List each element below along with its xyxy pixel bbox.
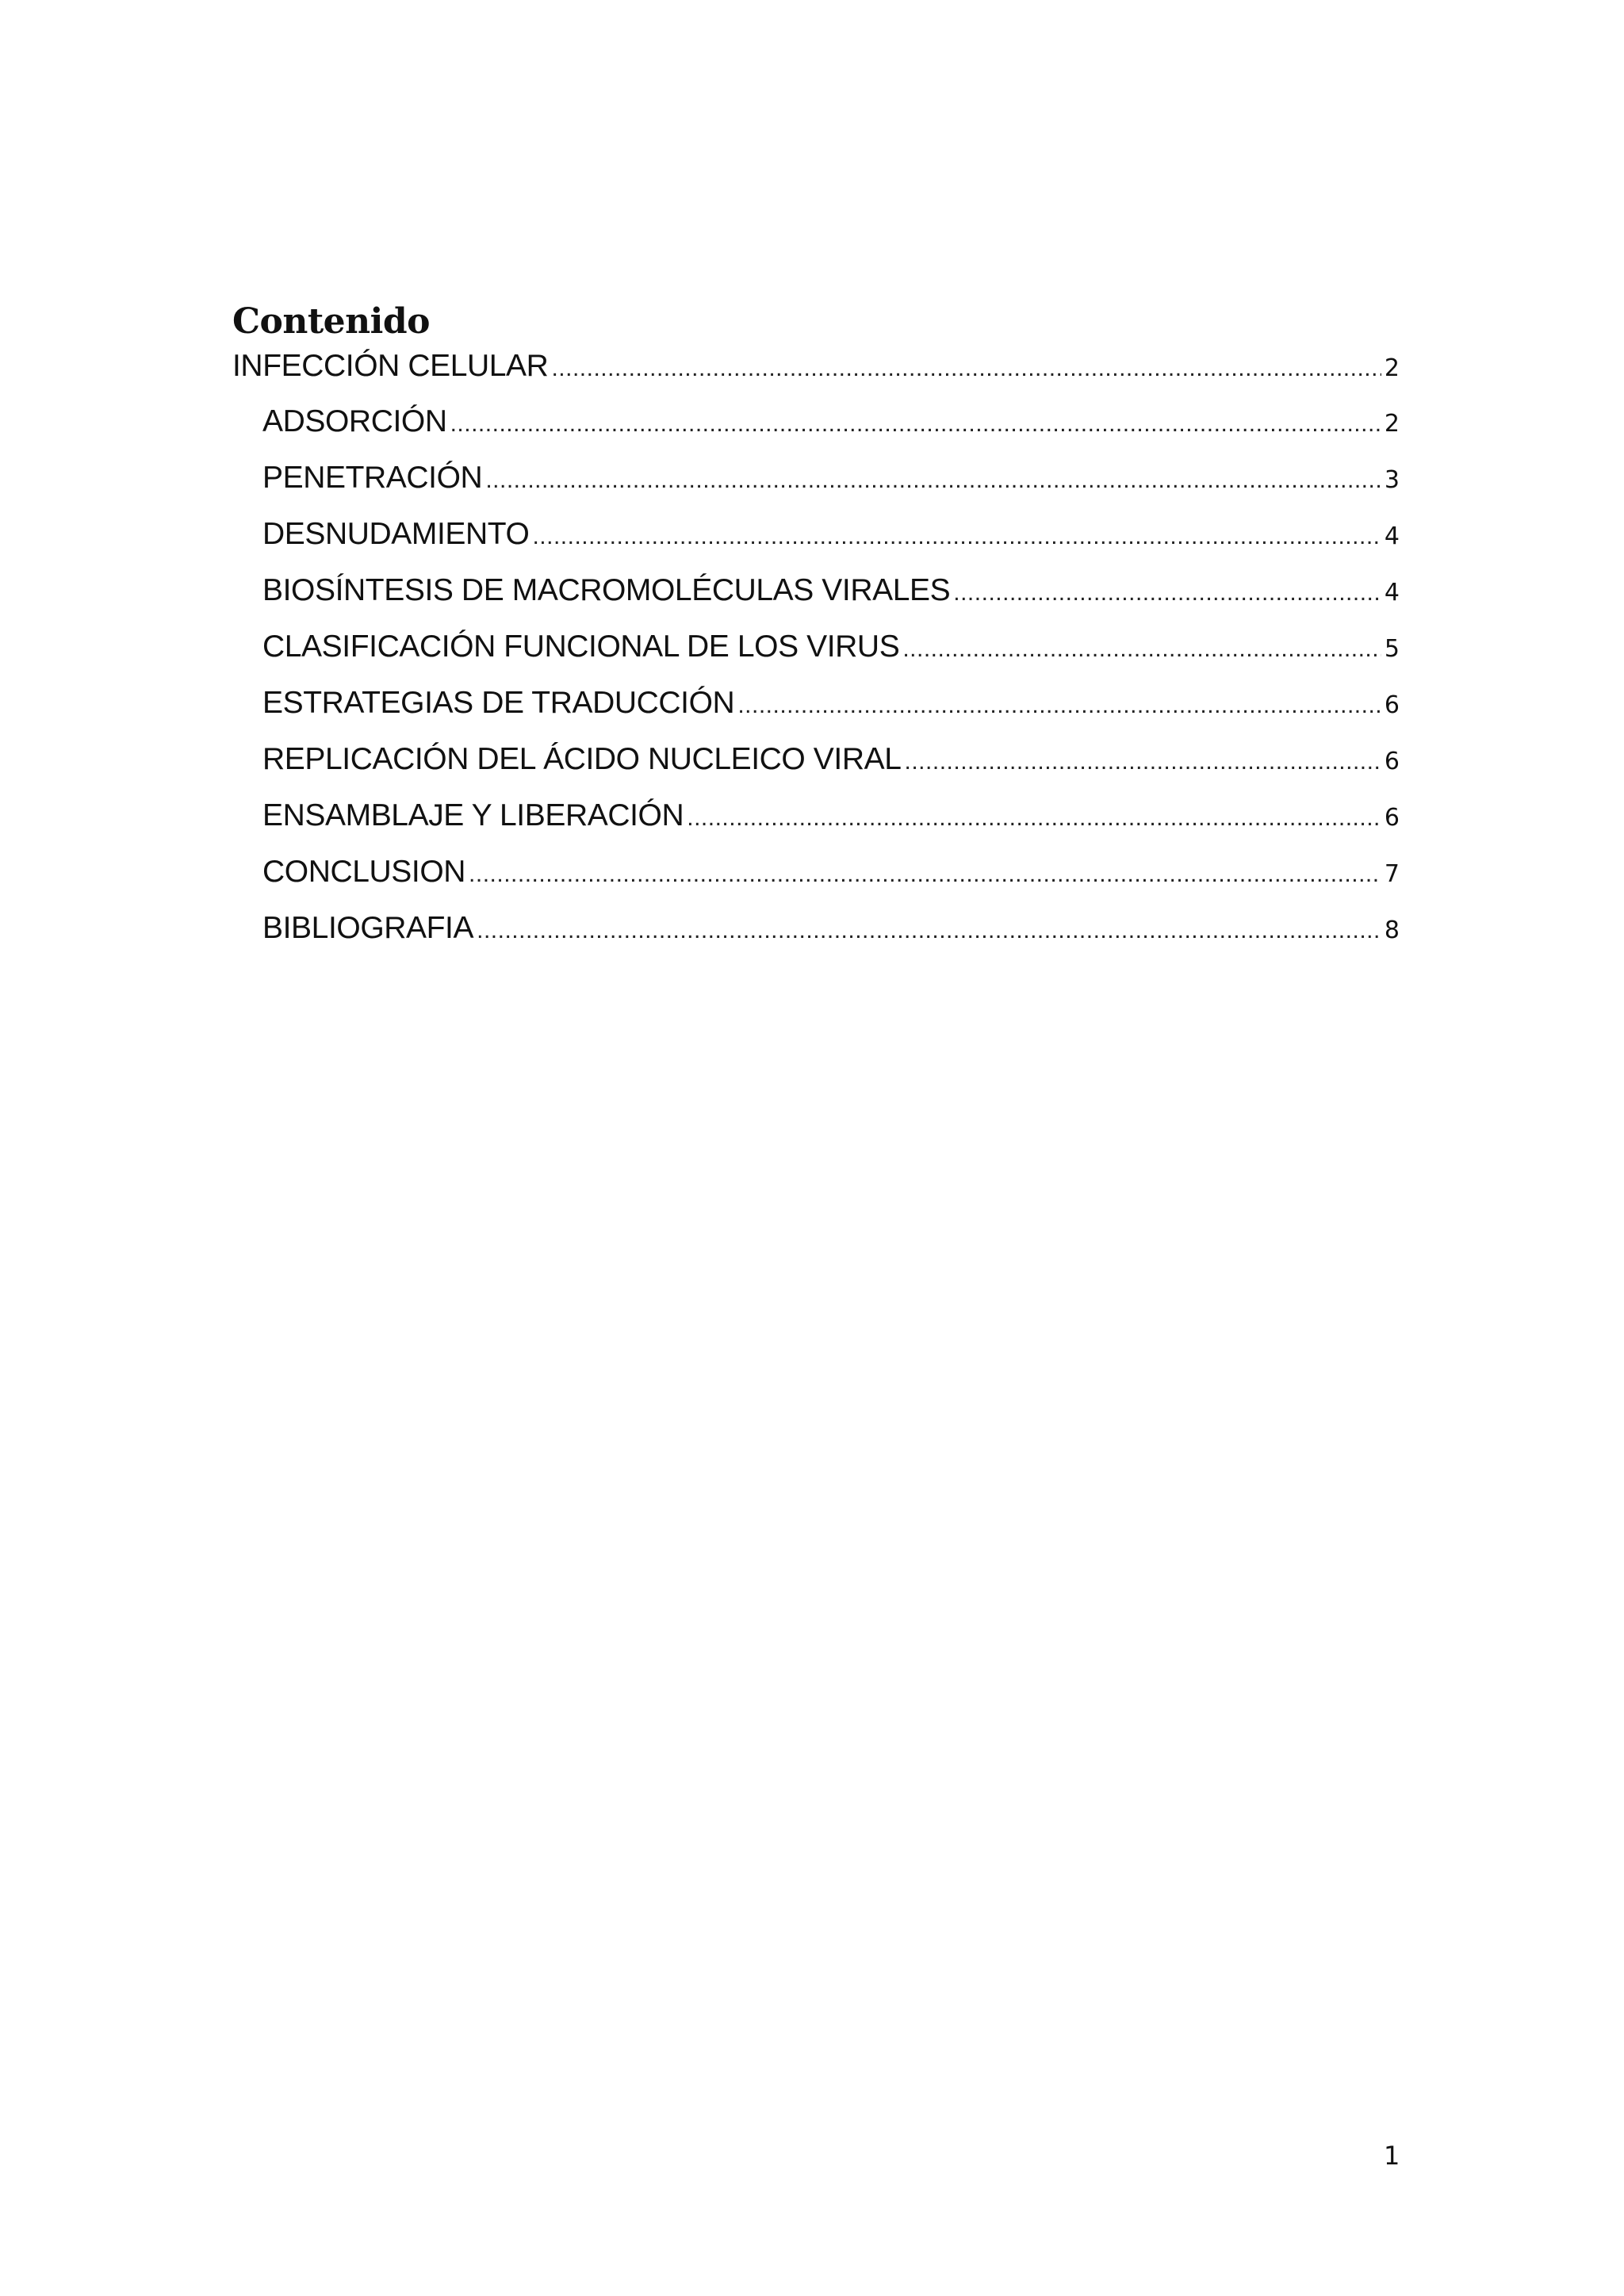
toc-entry-page: 7 [1384,860,1400,888]
toc-entry-ensamblaje[interactable] [232,798,1400,855]
toc-entry-page: 6 [1384,748,1400,775]
toc-list [232,349,1400,967]
toc-entry-adsorcion[interactable] [232,404,1400,461]
toc-entry-title: DESNUDAMIENTO [262,517,530,551]
toc-entry-page: 6 [1384,691,1400,719]
toc-entry-infeccion-celular[interactable] [232,349,1400,392]
toc-entry-title: PENETRACIÓN [262,461,483,495]
toc-entry-title: BIOSÍNTESIS DE MACROMOLÉCULAS VIRALES [262,573,951,607]
toc-dot-leader [902,636,1381,663]
toc-entry-replicacion[interactable] [232,742,1400,798]
toc-dot-leader [551,355,1381,382]
toc-entry-biosintesis[interactable] [232,573,1400,629]
toc-entry-title: INFECCIÓN CELULAR [232,349,549,383]
toc-dot-leader [485,467,1381,494]
toc-entry-page: 4 [1384,522,1400,550]
toc-entry-page: 8 [1384,916,1400,944]
toc-dot-leader [953,580,1381,607]
toc-entry-conclusion[interactable] [232,855,1400,911]
toc-dot-leader [905,748,1381,775]
toc-entry-page: 2 [1384,410,1400,438]
toc-dot-leader [469,861,1381,888]
toc-entry-estrategias[interactable] [232,686,1400,742]
toc-dot-leader [477,917,1381,944]
toc-entry-bibliografia[interactable] [232,911,1400,967]
toc-entry-page: 6 [1384,804,1400,832]
toc-dot-leader [737,692,1381,719]
toc-entry-title: ADSORCIÓN [262,404,447,438]
toc-entry-title: BIBLIOGRAFIA [262,911,474,945]
toc-entry-title: CONCLUSION [262,855,466,889]
toc-entry-penetracion[interactable] [232,461,1400,517]
toc-entry-title: ESTRATEGIAS DE TRADUCCIÓN [262,686,735,720]
toc-entry-clasificacion[interactable] [232,629,1400,686]
toc-entry-page: 5 [1384,635,1400,663]
toc-entry-page: 4 [1384,579,1400,607]
toc-entry-page: 2 [1384,354,1400,382]
toc-entry-desnudamiento[interactable] [232,517,1400,573]
toc-dot-leader [687,805,1381,832]
toc-heading: Contenido [232,301,430,342]
toc-dot-leader [532,523,1381,550]
toc-entry-title: CLASIFICACIÓN FUNCIONAL DE LOS VIRUS [262,629,900,664]
toc-entry-page: 3 [1384,466,1400,494]
table-of-contents [232,300,1400,967]
toc-dot-leader [450,411,1381,438]
toc-entry-title: ENSAMBLAJE Y LIBERACIÓN [262,798,684,832]
page-number: 1 [1384,2141,1400,2171]
toc-entry-title: REPLICACIÓN DEL ÁCIDO NUCLEICO VIRAL [262,742,902,776]
